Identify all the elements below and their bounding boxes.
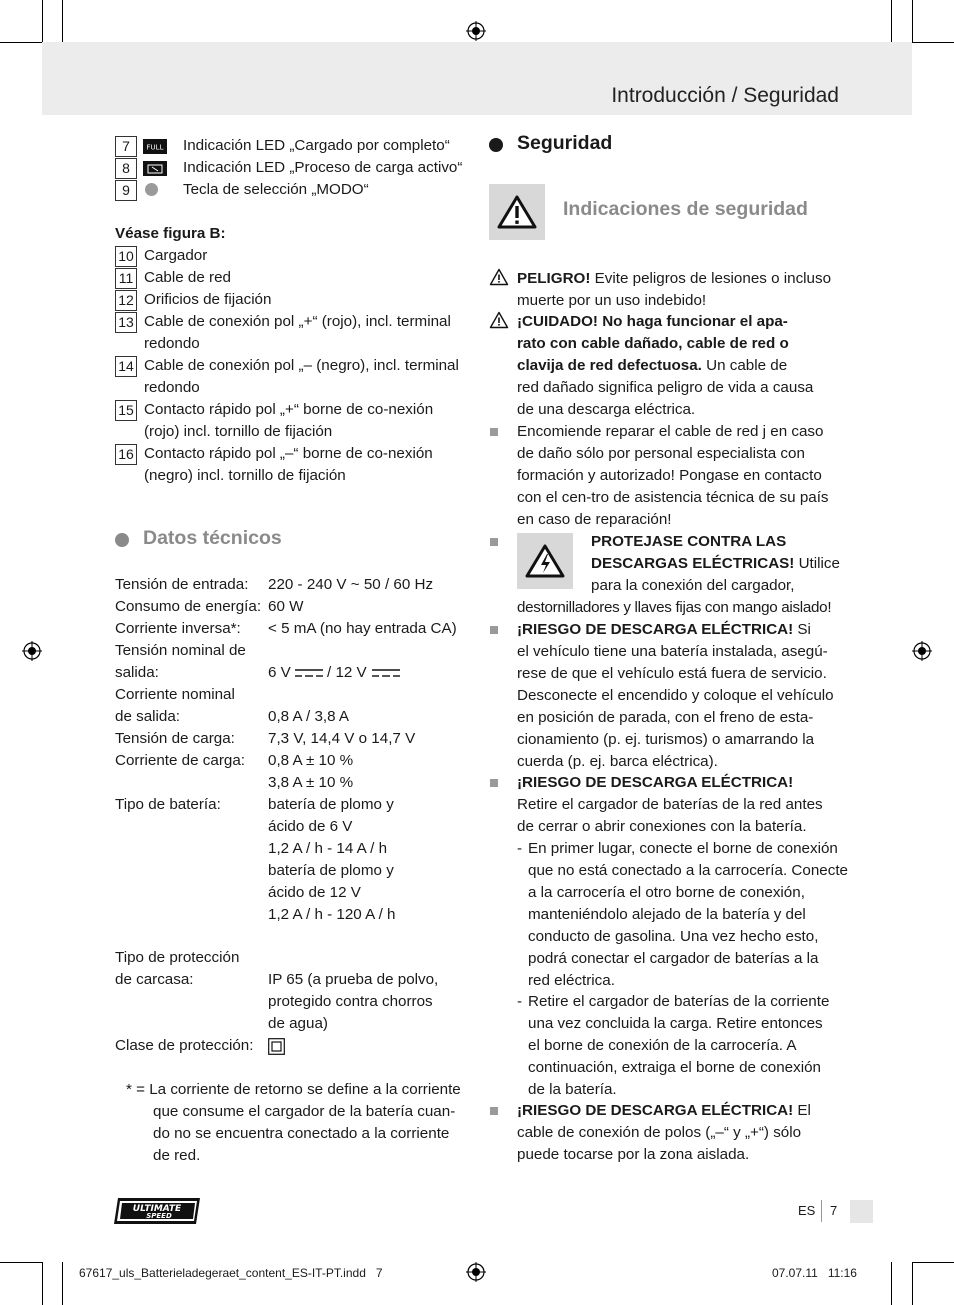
- spec-value: < 5 mA (no hay entrada CA): [268, 620, 457, 637]
- caution-text: [517, 355, 787, 377]
- mode-key-icon: [145, 183, 158, 196]
- led-item-text: Indicación LED „Proceso de carga activo“: [183, 159, 463, 176]
- caution-bold: clavija de red defectuosa.: [517, 357, 702, 374]
- subsection-title: Indicaciones de seguridad: [563, 198, 808, 220]
- warning-triangle-icon: [489, 311, 509, 329]
- spec-value: / 12 V: [327, 664, 367, 681]
- spec-label: de carcasa:: [115, 971, 194, 988]
- section-title: Seguridad: [517, 132, 613, 154]
- danger-text: [517, 268, 831, 290]
- paragraph-line: en posición de parada, con el freno de esta-: [517, 709, 814, 726]
- crop-mark: [912, 0, 913, 42]
- figure-b-title: Véase figura B:: [115, 225, 226, 242]
- section-bullet-icon: [115, 533, 129, 547]
- spec-label: Clase de protección:: [115, 1037, 254, 1054]
- spec-label: salida:: [115, 664, 159, 681]
- list-item: Cable de red: [144, 269, 231, 286]
- risk-label: ¡RIESGO DE DESCARGA ELÉCTRICA!: [517, 1102, 794, 1119]
- sub-item-line: a la carrocería el otro borne de conexión,: [528, 884, 805, 901]
- item-number: 8: [115, 158, 137, 179]
- svg-text:ULTIMATE: ULTIMATE: [132, 1204, 182, 1214]
- list-item: Cable de conexión pol „+“ (rojo), incl. terminal: [144, 313, 451, 330]
- bullet-square-icon: [490, 428, 498, 436]
- crop-mark: [62, 0, 63, 42]
- charging-led-icon: [143, 161, 167, 176]
- protect-text: para la conexión del cargador,: [591, 577, 795, 594]
- crop-mark: [42, 0, 43, 42]
- svg-text:FULL: FULL: [146, 143, 164, 152]
- spec-label: de salida:: [115, 708, 181, 725]
- section-title: Datos técnicos: [143, 527, 282, 549]
- paragraph-line: el vehículo tiene una batería instalada, asegú-: [517, 643, 828, 660]
- protect-text: [591, 553, 840, 575]
- item-number: 12: [115, 290, 137, 311]
- list-item: redondo: [144, 335, 200, 352]
- paragraph-line: cuerda (p. ej. barca eléctrica).: [517, 753, 718, 770]
- sub-item-line: En primer lugar, conecte el borne de conexión: [528, 840, 838, 857]
- caution-text: de una descarga eléctrica.: [517, 401, 696, 418]
- spec-value: IP 65 (a prueba de polvo,: [268, 971, 439, 988]
- spec-label: Corriente nominal: [115, 686, 235, 703]
- caution-text: red dañado significa peligro de vida a causa: [517, 379, 814, 396]
- spec-value: de agua): [268, 1015, 328, 1032]
- protect-bold: DESCARGAS ELÉCTRICAS!: [591, 555, 795, 572]
- item-number: 10: [115, 246, 137, 267]
- protection-class-ii-icon: [268, 1038, 285, 1055]
- caution-text: rato con cable dañado, cable de red o: [517, 335, 789, 352]
- language-code: ES: [798, 1203, 816, 1218]
- list-item: (rojo) incl. tornillo de fijación: [144, 423, 333, 440]
- item-number: 9: [115, 180, 137, 201]
- crop-mark: [42, 1262, 43, 1305]
- dc-symbol-icon: [294, 667, 324, 679]
- svg-text:SPEED: SPEED: [146, 1212, 172, 1220]
- caution-text: ¡CUIDADO! No haga funcionar el apa-: [517, 313, 788, 330]
- item-number: 15: [115, 400, 137, 421]
- paragraph-line: Encomiende reparar el cable de red j en caso: [517, 423, 824, 440]
- bullet-square-icon: [490, 538, 498, 546]
- paragraph-line: [517, 619, 811, 641]
- bullet-square-icon: [490, 626, 498, 634]
- spec-label: Tipo de batería:: [115, 796, 221, 813]
- spec-value: ácido de 12 V: [268, 884, 361, 901]
- item-number: 7: [115, 136, 137, 157]
- footnote-line: que consume el cargador de la batería cuan-: [153, 1103, 456, 1120]
- registration-mark-icon: [912, 641, 932, 661]
- item-number: 11: [115, 268, 137, 289]
- spec-value: 6 V: [268, 664, 291, 681]
- danger-text-rest: Evite peligros de lesiones o incluso: [590, 270, 832, 287]
- crop-mark: [62, 1262, 63, 1305]
- dash-bullet: -: [517, 993, 523, 1010]
- spec-label: Corriente de carga:: [115, 752, 246, 769]
- spec-value: 1,2 A / h - 120 A / h: [268, 906, 396, 923]
- spec-value: 60 W: [268, 598, 304, 615]
- registration-mark-icon: [466, 21, 486, 41]
- spec-value: 1,2 A / h - 14 A / h: [268, 840, 388, 857]
- paragraph-line: de daño sólo por personal especialista con: [517, 445, 805, 462]
- protect-title: PROTEJASE CONTRA LAS: [591, 533, 787, 550]
- page-tab: [850, 1200, 873, 1223]
- spec-value: batería de plomo y: [268, 862, 394, 879]
- paragraph-line: formación y autorizado! Pongase en contacto: [517, 467, 822, 484]
- spec-value: 7,3 V, 14,4 V o 14,7 V: [268, 730, 416, 747]
- spec-label: Tipo de protección: [115, 949, 240, 966]
- section-bullet-icon: [489, 138, 503, 152]
- protect-rest: Utilice: [794, 555, 840, 572]
- sub-item-line: conducto de gasolina. Una vez hecho esto,: [528, 928, 819, 945]
- ultimate-speed-logo: [112, 1196, 204, 1226]
- crop-mark: [0, 42, 42, 43]
- file-info: 67617_uls_Batterieladegeraet_content_ES-IT-PT.indd 7: [79, 1266, 383, 1280]
- print-date: 07.07.11 11:16: [772, 1266, 857, 1280]
- item-number: 16: [115, 444, 137, 465]
- sub-item-line: que no está conectado a la carrocería. Conecte: [528, 862, 848, 879]
- paragraph-line: de cerrar o abrir conexiones con la batería.: [517, 818, 807, 835]
- danger-label: PELIGRO!: [517, 270, 591, 287]
- paragraph-line: Desconecte el encendido y coloque el vehículo: [517, 687, 834, 704]
- crop-mark: [912, 42, 954, 43]
- led-item-text: Indicación LED „Cargado por completo“: [183, 137, 450, 154]
- registration-mark-icon: [466, 1262, 486, 1282]
- warning-triangle-icon: [497, 195, 537, 229]
- bullet-square-icon: [490, 779, 498, 787]
- list-item: Cargador: [144, 247, 208, 264]
- sub-item-line: Retire el cargador de baterías de la corriente: [528, 993, 830, 1010]
- spec-label: Tensión de entrada:: [115, 576, 249, 593]
- risk-label: ¡RIESGO DE DESCARGA ELÉCTRICA!: [517, 621, 794, 638]
- sub-item-line: el borne de conexión de la carrocería. A: [528, 1037, 797, 1054]
- caution-rest: Un cable de: [701, 357, 788, 374]
- page-title: Introducción / Seguridad: [611, 84, 839, 107]
- list-item: redondo: [144, 379, 200, 396]
- spec-value: 0,8 A ± 10 %: [268, 752, 354, 769]
- sub-item-line: red eléctrica.: [528, 972, 615, 989]
- protect-text: destornilladores y llaves fijas con mango aislado!: [517, 599, 832, 616]
- risk-label: ¡RIESGO DE DESCARGA ELÉCTRICA!: [517, 774, 794, 791]
- paragraph-line: rese de que el vehículo está fuera de servicio.: [517, 665, 827, 682]
- spec-label: Tensión de carga:: [115, 730, 235, 747]
- paragraph-line: con el cen-tro de asistencia técnica de su país: [517, 489, 829, 506]
- bullet-square-icon: [490, 1107, 498, 1115]
- sub-item-line: una vez concluida la carga. Retire entonces: [528, 1015, 823, 1032]
- spec-value: 220 - 240 V ~ 50 / 60 Hz: [268, 576, 434, 593]
- footnote-line: * = La corriente de retorno se define a la corriente: [126, 1081, 461, 1098]
- list-item: Contacto rápido pol „–“ borne de co-nexión: [144, 445, 433, 462]
- spec-label: Consumo de energía:: [115, 598, 262, 615]
- item-number: 13: [115, 312, 137, 333]
- crop-mark: [891, 0, 892, 42]
- list-item: Contacto rápido pol „+“ borne de co-nexión: [144, 401, 434, 418]
- electric-shock-icon: [525, 544, 565, 578]
- sub-item-line: de la batería.: [528, 1081, 617, 1098]
- full-led-icon: [143, 139, 167, 154]
- page-number: 7: [830, 1203, 838, 1218]
- paragraph-line: Retire el cargador de baterías de la red antes: [517, 796, 823, 813]
- paragraph-line: cionamiento (p. ej. turismos) o amarrando la: [517, 731, 815, 748]
- spec-label: Corriente inversa*:: [115, 620, 241, 637]
- list-item: (negro) incl. tornillo de fijación: [144, 467, 346, 484]
- sub-item-line: continuación, extraiga el borne de conexión: [528, 1059, 821, 1076]
- spec-value: batería de plomo y: [268, 796, 394, 813]
- registration-mark-icon: [22, 641, 42, 661]
- spec-value: 0,8 A / 3,8 A: [268, 708, 350, 725]
- dc-symbol-icon: [371, 667, 401, 679]
- spec-label: Tensión nominal de: [115, 642, 246, 659]
- sub-item-line: podrá conectar el cargador de baterías a la: [528, 950, 819, 967]
- footnote-line: do no se encuentra conectado a la corriente: [153, 1125, 450, 1142]
- spec-value: ácido de 6 V: [268, 818, 353, 835]
- paragraph-line: [517, 1100, 811, 1122]
- risk-rest: Si: [793, 621, 811, 638]
- paragraph-line: cable de conexión de polos („–“ y „+“) sólo: [517, 1124, 802, 1141]
- warning-triangle-icon: [489, 268, 509, 286]
- crop-mark: [912, 1262, 913, 1305]
- spec-value: protegido contra chorros: [268, 993, 433, 1010]
- crop-mark: [891, 1262, 892, 1305]
- spec-value: 3,8 A ± 10 %: [268, 774, 354, 791]
- footnote-line: de red.: [153, 1147, 201, 1164]
- crop-mark: [912, 1262, 954, 1263]
- risk-rest: El: [793, 1102, 811, 1119]
- list-item: Orificios de fijación: [144, 291, 272, 308]
- sub-item-line: manteniéndolo alejado de la batería y del: [528, 906, 806, 923]
- item-number: 14: [115, 356, 137, 377]
- led-item-text: Tecla de selección „MODO“: [183, 181, 369, 198]
- paragraph-line: en caso de reparación!: [517, 511, 672, 528]
- paragraph-line: puede tocarse por la zona aislada.: [517, 1146, 750, 1163]
- footer-divider: [821, 1200, 822, 1222]
- dash-bullet: -: [517, 840, 523, 857]
- danger-text: muerte por un uso indebido!: [517, 292, 707, 309]
- list-item: Cable de conexión pol „– (negro), incl. terminal: [144, 357, 459, 374]
- crop-mark: [0, 1262, 42, 1263]
